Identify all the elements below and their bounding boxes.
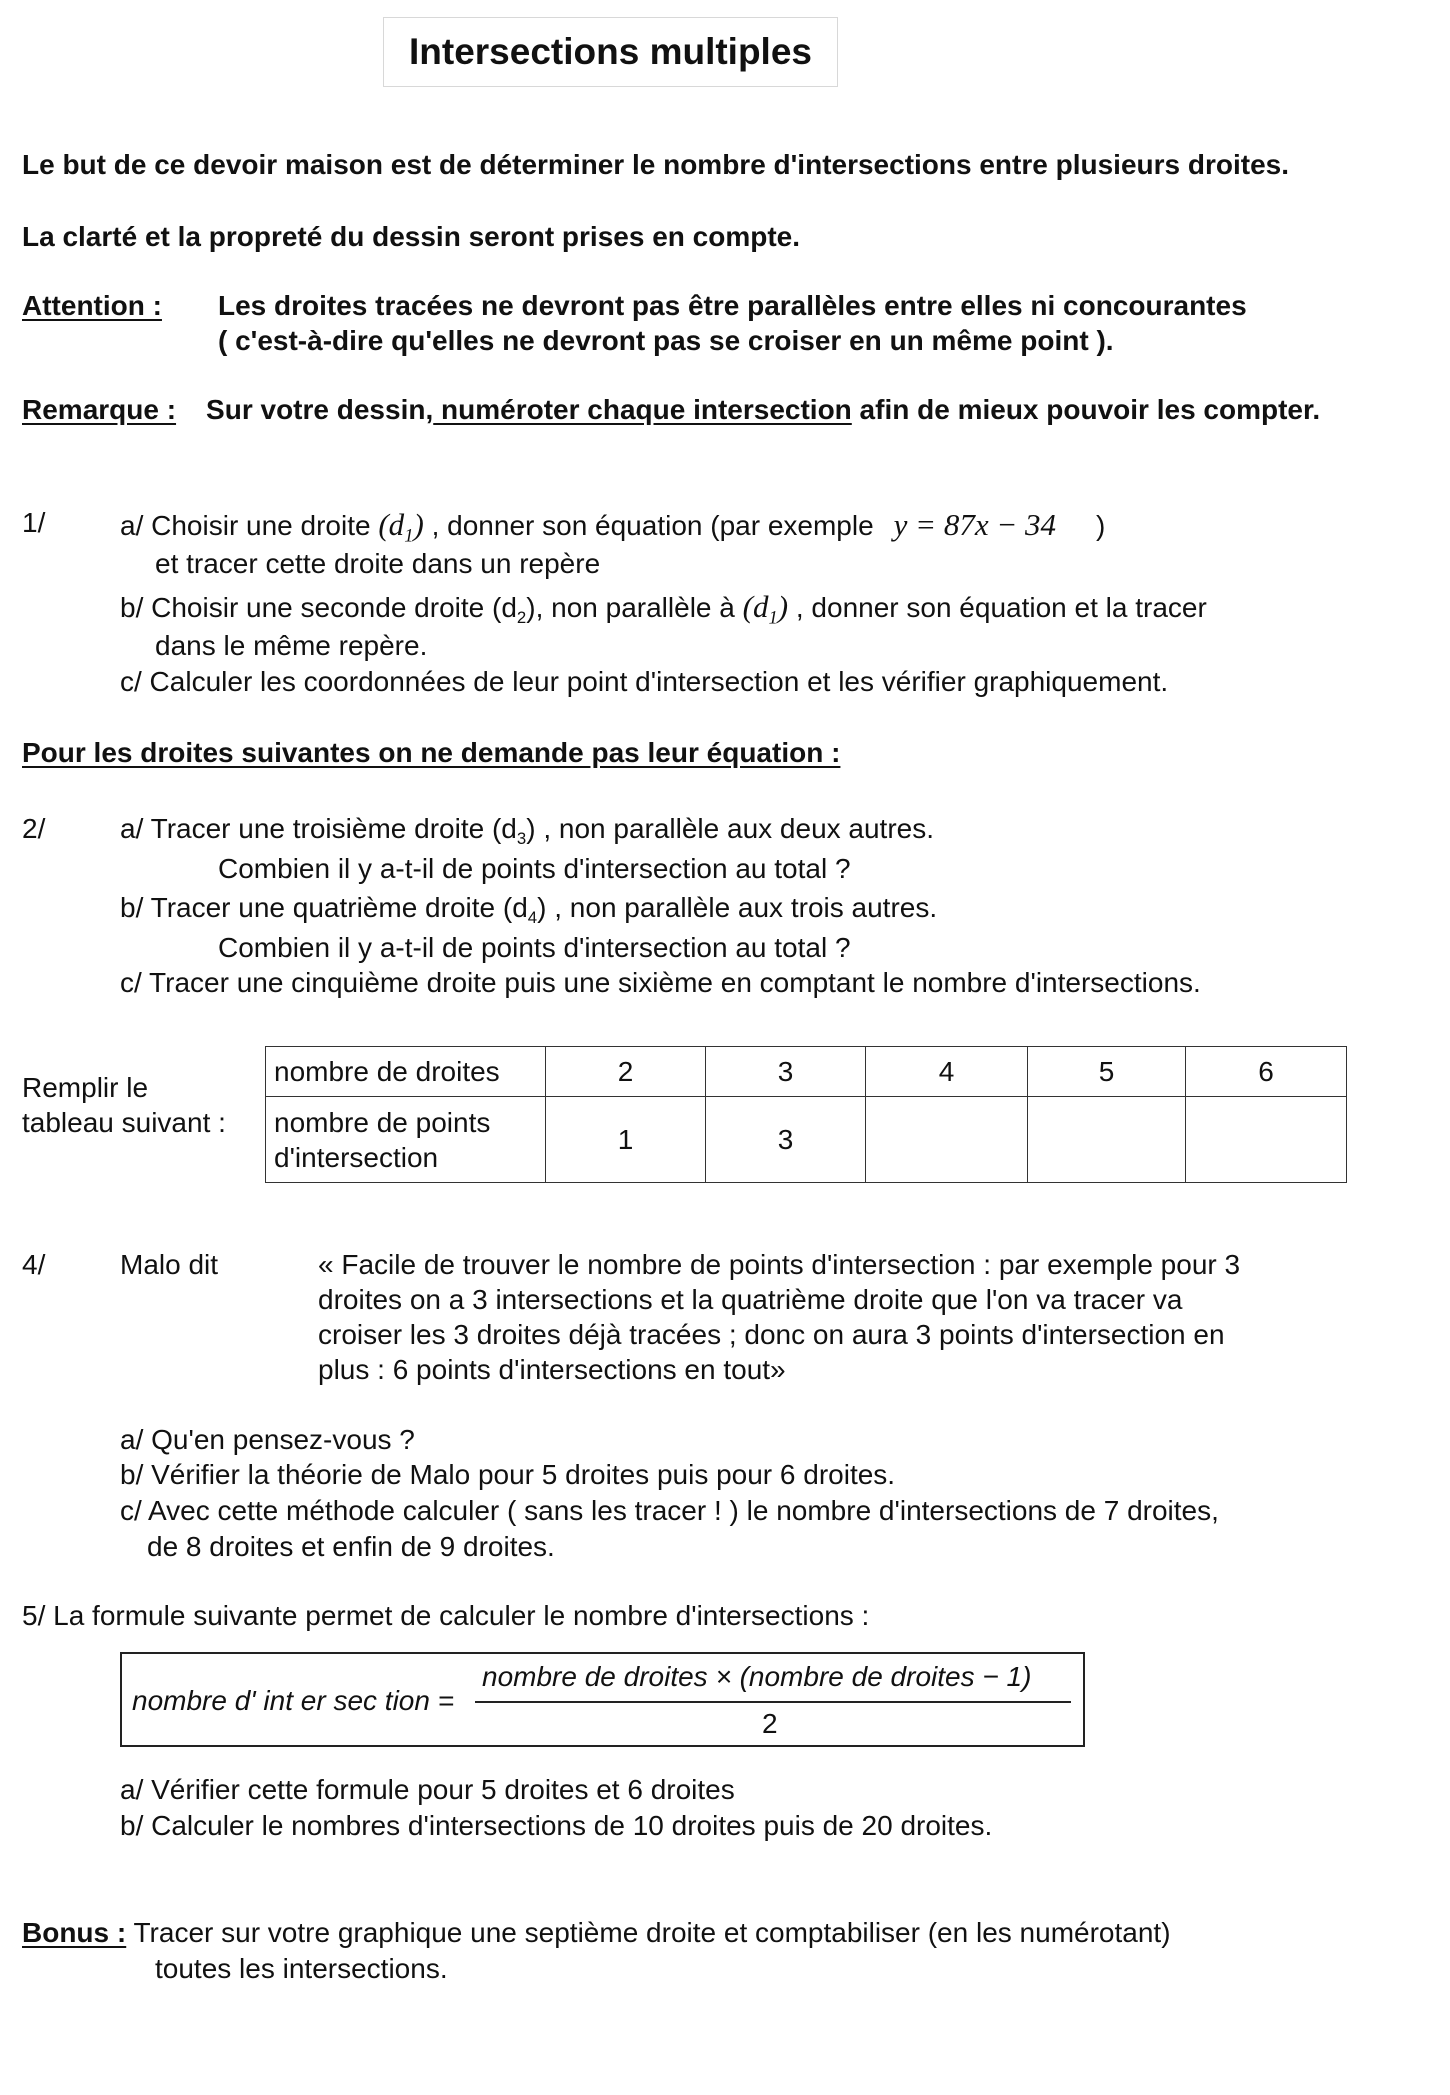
- bonus-label: Bonus :: [22, 1917, 127, 1948]
- remarque-label: Remarque :: [22, 394, 177, 425]
- cell-intersections-1: 1: [546, 1097, 706, 1183]
- q1-b: b/ Choisir une seconde droite $(d_2)$, non parallèle à $(d_1)$ , donner son équation et la tracer: [120, 589, 1207, 629]
- cell-droites-3: 4: [866, 1047, 1028, 1097]
- formula-lhs: nombre d' int er sec tion =: [132, 1685, 455, 1716]
- remarque-underlined: numéroter chaque intersection: [433, 394, 852, 425]
- q4-quote-line-3: croiser les 3 droites déjà tracées ; donc on aura 3 points d'intersection en: [318, 1319, 1225, 1350]
- q1-a: a/ Choisir une droite $(d_1)$ , donner son équation (par exemple y = 87x − 34 ): [120, 507, 1106, 547]
- table-intro-line-2: tableau suivant :: [22, 1107, 226, 1138]
- q5-intro: 5/ La formule suivante permet de calculer le nombre d'intersections :: [22, 1600, 870, 1631]
- cell-intersections-3: [866, 1097, 1028, 1183]
- cell-intersections-2: 3: [706, 1097, 866, 1183]
- q4-c-line-2: de 8 droites et enfin de 9 droites.: [147, 1531, 555, 1562]
- q4-c-line-1: c/ Avec cette méthode calculer ( sans les tracer ! ) le nombre d'intersections de 7 droites,: [120, 1495, 1219, 1526]
- table-row-intersections: [266, 1097, 1347, 1183]
- q1-b-line2: dans le même repère.: [155, 630, 428, 661]
- formula-box: [120, 1652, 1085, 1747]
- cell-intersections-4: [1028, 1097, 1186, 1183]
- q2-b: b/ Tracer une quatrième droite $(d_4)$ , non parallèle aux trois autres.: [120, 892, 938, 927]
- q4-b: b/ Vérifier la théorie de Malo pour 5 droites puis pour 6 droites.: [120, 1459, 896, 1490]
- bonus-line-1: Bonus : Tracer sur votre graphique une septième droite et comptabiliser (en les numérotant): [22, 1917, 1171, 1948]
- remarque-paragraph: [22, 393, 1320, 427]
- attention-line-2: ( c'est-à-dire qu'elles ne devront pas se croiser en un même point ).: [218, 325, 1114, 356]
- formula-numerator: nombre de droites × (nombre de droites − 1): [482, 1661, 1032, 1692]
- remarque-pre: Sur votre dessin,: [206, 394, 434, 425]
- q2-c: c/ Tracer une cinquième droite puis une sixième en comptant le nombre d'intersections.: [120, 967, 1201, 998]
- intersections-table: [265, 1046, 1347, 1183]
- cell-droites-1: 2: [546, 1047, 706, 1097]
- q4-quote-line-1: « Facile de trouver le nombre de points d'intersection : par exemple pour 3: [318, 1249, 1241, 1280]
- q4-number: 4/: [22, 1249, 46, 1280]
- cell-intersections-5: [1186, 1097, 1347, 1183]
- q2-number: 2/: [22, 813, 46, 844]
- page-title: Intersections multiples: [409, 31, 812, 72]
- intro-line-2: La clarté et la propreté du dessin seront prises en compte.: [22, 221, 801, 252]
- d1-symbol-ref: $(d_1)$: [742, 589, 789, 629]
- q4-a: a/ Qu'en pensez-vous ?: [120, 1424, 415, 1455]
- d1-symbol: $(d_1)$: [378, 507, 424, 547]
- row-label-droites: nombre de droites: [266, 1047, 546, 1097]
- q1-number: 1/: [22, 507, 46, 538]
- fraction-bar: [475, 1701, 1071, 1703]
- q4-speaker: Malo dit: [120, 1249, 219, 1280]
- q2-a: a/ Tracer une troisième droite $(d_3)$ , non parallèle aux deux autres.: [120, 813, 935, 848]
- intro-line-1: Le but de ce devoir maison est de déterminer le nombre d'intersections entre plusieurs droites.: [22, 149, 1289, 180]
- table-row-droites: [266, 1047, 1347, 1097]
- cell-droites-2: 3: [706, 1047, 866, 1097]
- q5-a: a/ Vérifier cette formule pour 5 droites et 6 droites: [120, 1774, 735, 1805]
- q5-b: b/ Calculer le nombres d'intersections de 10 droites puis de 20 droites.: [120, 1810, 993, 1841]
- bonus-line-2: toutes les intersections.: [155, 1953, 448, 1984]
- table-intro-line-1: Remplir le: [22, 1072, 149, 1103]
- q4-quote-line-4: plus : 6 points d'intersections en tout»: [318, 1354, 786, 1385]
- attention-label: Attention :: [22, 290, 162, 321]
- remarque-post: afin de mieux pouvoir les compter.: [851, 394, 1321, 425]
- d4-symbol: $(d_4)$: [502, 892, 547, 927]
- attention-line-1: Les droites tracées ne devront pas être parallèles entre elles ni concourantes: [218, 290, 1247, 321]
- formula-denominator: 2: [762, 1708, 778, 1739]
- q4-quote-line-2: droites on a 3 intersections et la quatrième droite que l'on va tracer va: [318, 1284, 1183, 1315]
- q2-b-question: Combien il y a-t-il de points d'intersection au total ?: [218, 932, 851, 963]
- d3-symbol: $(d_3)$: [491, 813, 536, 848]
- q1-c: c/ Calculer les coordonnées de leur point d'intersection et les vérifier graphiquement.: [120, 666, 1169, 697]
- q2-a-question: Combien il y a-t-il de points d'intersection au total ?: [218, 853, 851, 884]
- cell-droites-4: 5: [1028, 1047, 1186, 1097]
- q1-a-line2: et tracer cette droite dans un repère: [155, 548, 601, 579]
- title-box: [383, 17, 838, 87]
- d2-symbol: $(d_2)$: [492, 592, 536, 627]
- row-label-intersections: nombre de points d'intersection: [266, 1097, 546, 1183]
- example-equation: y = 87x − 34: [893, 507, 1057, 542]
- section-heading: Pour les droites suivantes on ne demande pas leur équation :: [22, 737, 841, 768]
- cell-droites-5: 6: [1186, 1047, 1347, 1097]
